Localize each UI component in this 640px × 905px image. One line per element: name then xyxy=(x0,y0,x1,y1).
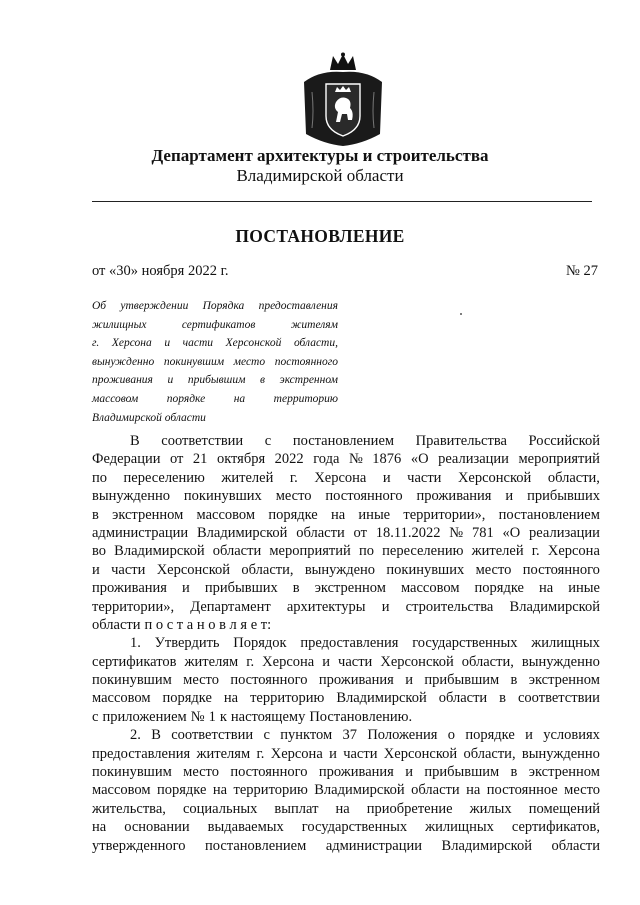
body-word: Владимирской xyxy=(336,690,427,707)
body-word: проживания xyxy=(318,764,394,781)
body-word: вынужденно xyxy=(521,745,600,762)
subject-word: сертификатов xyxy=(181,318,256,331)
body-word: настоящему xyxy=(230,708,306,725)
body-word: приобретение xyxy=(366,800,453,817)
body-word: и xyxy=(329,745,337,762)
body-word: и xyxy=(525,727,533,744)
body-word: Владимирской xyxy=(314,782,405,799)
body-word: на xyxy=(223,690,239,707)
body-line xyxy=(92,579,600,597)
body-word: Херсона xyxy=(314,469,367,486)
subject-word: области, xyxy=(293,337,338,350)
body-word: постоянного xyxy=(230,672,308,689)
body-word: прибывшим xyxy=(424,764,500,781)
body-word: части xyxy=(338,653,373,670)
body-line xyxy=(92,763,600,781)
body-word: и xyxy=(405,672,413,689)
body-word: Херсонской xyxy=(156,561,231,578)
body-word: 2022 xyxy=(274,451,304,468)
document-number: № 27 xyxy=(566,263,598,279)
body-word: Херсона xyxy=(262,653,315,670)
body-word: основании xyxy=(124,819,190,836)
body-line xyxy=(92,708,600,726)
body-line xyxy=(92,726,600,744)
body-word: 37 xyxy=(342,727,357,744)
body-word: части xyxy=(111,561,146,578)
body-word: порядке xyxy=(268,506,318,523)
body-word: прибывших xyxy=(527,488,600,505)
body-word: области xyxy=(438,690,488,707)
body-word: в xyxy=(92,506,99,523)
body-word: и xyxy=(405,764,413,781)
subject-word: на xyxy=(233,392,246,405)
body-word: жительства, xyxy=(92,800,166,817)
body-word: порядке xyxy=(474,580,524,597)
scan-speck xyxy=(460,313,462,315)
body-word: порядке xyxy=(156,782,207,799)
body-word: Федерации xyxy=(92,451,161,468)
subject-word: Херсонской xyxy=(225,337,282,350)
subject-word: место xyxy=(233,355,266,368)
body-line xyxy=(92,818,600,836)
body-word: от xyxy=(353,524,367,541)
body-word: место xyxy=(183,672,219,689)
body-word: вынуждено xyxy=(304,561,376,578)
body-word: во xyxy=(92,543,106,560)
body-word: проживания xyxy=(416,488,492,505)
body-word: государственных xyxy=(412,635,518,652)
subject-word: покинувшим xyxy=(163,355,225,368)
body-word: постоянное xyxy=(486,782,558,799)
document-type-title: ПОСТАНОВЛЕНИЕ xyxy=(235,226,405,246)
body-word: в xyxy=(292,580,300,597)
body-word: области xyxy=(92,616,141,633)
body-line xyxy=(92,524,600,542)
subject-word: порядке xyxy=(166,392,206,405)
body-word: Департамент xyxy=(190,598,271,615)
subject-word: предоставления xyxy=(258,300,338,312)
body-word: на xyxy=(539,580,554,597)
body-word: постоянного xyxy=(522,561,600,578)
body-word: Владимирской xyxy=(509,598,600,615)
subject-word: прибывшим xyxy=(187,374,246,387)
subject-line xyxy=(92,297,338,316)
body-word: 1876 xyxy=(372,451,402,468)
coat-of-arms-icon xyxy=(300,52,386,150)
body-word: соответствии xyxy=(161,433,244,449)
body-word: соответствии xyxy=(518,690,600,707)
body-line xyxy=(92,837,600,855)
body-word: прибывших xyxy=(204,580,278,597)
body-word: выплат xyxy=(274,800,319,817)
body-word: помещений xyxy=(528,800,600,817)
body-word: № xyxy=(449,524,464,541)
body-word: жилых xyxy=(469,800,512,817)
subject-word: Об xyxy=(92,300,107,312)
body-word: от xyxy=(170,451,184,468)
subject-word: жителям xyxy=(290,318,338,331)
body-word: постоянного xyxy=(230,764,308,781)
body-word: 1 xyxy=(208,708,216,725)
body-word: на xyxy=(466,782,481,799)
body-word: области xyxy=(212,543,262,560)
subject-word: Херсона xyxy=(111,337,152,350)
body-word: строительства xyxy=(405,598,494,615)
body-word: Владимирской xyxy=(114,543,205,560)
body-word: и xyxy=(382,469,391,486)
body-word: Херсонской xyxy=(380,653,454,670)
body-word: утвержденного xyxy=(92,837,186,854)
body-word: Утвердить xyxy=(154,635,220,652)
body-word: массовом xyxy=(92,782,151,799)
header-divider xyxy=(92,201,592,202)
body-word: порядке xyxy=(465,727,515,744)
subject-word: г. xyxy=(92,337,100,350)
body-line xyxy=(92,634,600,652)
body-word: Владимирской xyxy=(197,524,288,541)
subject-word: территорию xyxy=(273,392,338,405)
body-word: экстренном xyxy=(528,764,600,781)
body-word: с xyxy=(263,727,270,744)
body-line xyxy=(92,689,600,707)
body-word: территорию xyxy=(233,782,308,799)
body-word: экстренном xyxy=(314,580,386,597)
body-word: в xyxy=(510,672,518,689)
subject-line xyxy=(92,409,338,428)
body-word: социальных xyxy=(182,800,258,817)
body-line xyxy=(92,506,600,524)
body-word: Владимирской xyxy=(441,837,532,854)
body-word: на xyxy=(212,782,228,799)
body-word: администрации xyxy=(92,524,189,541)
body-word: постановлением xyxy=(292,433,395,449)
body-word: с xyxy=(92,708,99,725)
body-word: 2. xyxy=(130,727,141,744)
organization-name: Департамент архитектуры и строительства xyxy=(151,146,489,165)
document-subject xyxy=(92,297,338,427)
subject-line xyxy=(92,371,338,390)
body-word: мероприятий xyxy=(269,543,351,560)
body-line xyxy=(92,800,600,818)
body-word: и xyxy=(322,653,331,670)
body-word: области xyxy=(296,524,345,541)
body-word: на xyxy=(335,800,350,817)
subject-word: Владимирской области xyxy=(92,411,206,424)
body-line xyxy=(92,432,600,450)
body-line xyxy=(92,487,600,505)
organization-region: Владимирской области xyxy=(236,166,404,185)
body-line xyxy=(92,616,600,634)
body-word: 781 xyxy=(471,524,494,541)
subject-word: части xyxy=(182,337,214,350)
body-word: сертификатов, xyxy=(511,819,600,836)
body-line xyxy=(92,542,600,560)
body-word: покинувших xyxy=(183,488,262,505)
body-word: жителей xyxy=(221,469,274,486)
subject-line xyxy=(92,353,338,372)
body-word: территории», xyxy=(403,506,486,523)
body-word: 1. xyxy=(130,635,141,652)
body-word: № xyxy=(348,451,363,468)
body-word: проживания xyxy=(92,580,167,597)
body-word: выдаваемых xyxy=(207,819,284,836)
body-word: переселению xyxy=(382,543,464,560)
body-word: области, xyxy=(461,653,514,670)
document-body xyxy=(92,432,600,855)
body-word: соответствии xyxy=(171,727,254,744)
body-word: вынужденно xyxy=(92,488,171,505)
body-word: территории», xyxy=(92,598,175,615)
body-word: п о с т а н о в л я е т: xyxy=(144,616,272,633)
body-word: жителей xyxy=(471,543,524,560)
body-line xyxy=(92,469,600,487)
body-word: экстренном xyxy=(528,672,600,689)
body-word: мероприятий xyxy=(518,451,600,468)
body-word: покинувшим xyxy=(92,672,172,689)
subject-word: вынужденно xyxy=(92,355,155,368)
subject-word: массовом xyxy=(92,392,139,405)
body-word: постановлением xyxy=(205,837,307,854)
body-line xyxy=(92,781,600,799)
body-word: Положения xyxy=(367,727,438,744)
body-word: В xyxy=(130,433,140,449)
subject-word: Порядка xyxy=(202,300,245,312)
subject-word: проживания xyxy=(92,374,153,387)
body-word: сертификатов xyxy=(92,653,177,670)
body-line xyxy=(92,671,600,689)
subject-word: утверждении xyxy=(120,300,189,312)
subject-word: экстренном xyxy=(279,374,338,387)
body-word: администрации xyxy=(325,837,422,854)
body-word: покинувшим xyxy=(92,764,172,781)
body-line xyxy=(92,653,600,671)
body-word: государственных xyxy=(301,819,408,836)
body-word: г. xyxy=(256,745,265,762)
body-word: Российской xyxy=(528,433,600,449)
body-word: реализации xyxy=(438,451,509,468)
body-word: Херсонской xyxy=(383,745,458,762)
body-word: постоянного xyxy=(325,488,403,505)
body-word: предоставления xyxy=(92,745,191,762)
body-word: массовом xyxy=(92,690,151,707)
body-word: и xyxy=(505,488,514,505)
body-word: Херсонской xyxy=(457,469,532,486)
body-word: жителям xyxy=(184,653,239,670)
body-word: жилищных xyxy=(425,819,494,836)
body-word: «О xyxy=(410,451,429,468)
body-word: проживания xyxy=(318,672,394,689)
subject-word: и xyxy=(164,337,171,350)
body-word: реализации xyxy=(529,524,600,541)
subject-line xyxy=(92,334,338,353)
body-word: части xyxy=(343,745,378,762)
subject-line xyxy=(92,316,338,335)
body-word: октября xyxy=(216,451,266,468)
body-word: по xyxy=(92,469,108,486)
body-word: в xyxy=(499,690,507,707)
body-word: г. xyxy=(246,653,255,670)
body-word: на xyxy=(92,819,107,836)
body-word: иные xyxy=(568,580,600,597)
body-word: и xyxy=(92,561,100,578)
body-word: Херсона xyxy=(547,543,600,560)
body-word: Порядок xyxy=(233,635,287,652)
subject-line xyxy=(92,390,338,409)
body-word: по xyxy=(358,543,374,560)
body-word: № xyxy=(190,708,205,725)
body-word: г. xyxy=(531,543,540,560)
body-word: жителям xyxy=(196,745,251,762)
body-word: иные xyxy=(358,506,391,523)
body-word: на xyxy=(330,506,346,523)
body-word: условиях xyxy=(543,727,600,744)
body-word: части xyxy=(407,469,442,486)
body-word: жилищных xyxy=(531,635,600,652)
body-word: г. xyxy=(289,469,298,486)
body-word: экстренном xyxy=(112,506,184,523)
body-word: приложением xyxy=(102,708,187,725)
subject-word: и xyxy=(167,374,174,387)
body-word: области, xyxy=(463,745,516,762)
body-word: 18.11.2022 xyxy=(375,524,441,541)
body-line xyxy=(92,561,600,579)
body-word: переселению xyxy=(123,469,205,486)
body-word: прибывшим xyxy=(424,672,500,689)
body-word: массовом xyxy=(196,506,256,523)
body-word: области xyxy=(551,837,600,854)
body-word: области xyxy=(411,782,460,799)
document-date: от «30» ноября 2022 г. xyxy=(92,263,229,279)
body-word: Постановлению. xyxy=(309,708,413,725)
body-word: вынужденно xyxy=(521,653,600,670)
body-line xyxy=(92,745,600,763)
subject-word: в xyxy=(260,374,266,387)
body-line xyxy=(92,450,600,468)
body-word: место xyxy=(183,764,219,781)
body-word: место xyxy=(564,782,600,799)
body-word: территорию xyxy=(250,690,325,707)
body-word: предоставления xyxy=(300,635,399,652)
body-word: постановлением xyxy=(498,506,600,523)
body-word: о xyxy=(447,727,455,744)
body-word: пунктом xyxy=(280,727,333,744)
body-word: порядке xyxy=(162,690,212,707)
body-line xyxy=(92,598,600,616)
body-word: в xyxy=(510,764,518,781)
body-word: место xyxy=(275,488,312,505)
body-word: Херсона xyxy=(270,745,323,762)
body-word: архитектуры xyxy=(286,598,366,615)
body-word: и xyxy=(182,580,190,597)
body-word: покинувших xyxy=(386,561,465,578)
body-word: области, xyxy=(241,561,294,578)
body-word: к xyxy=(219,708,227,725)
body-word: и xyxy=(381,598,390,615)
body-word: место xyxy=(475,561,512,578)
body-word: с xyxy=(264,433,272,449)
body-word: Правительства xyxy=(415,433,507,449)
subject-word: постоянного xyxy=(274,355,338,368)
body-word: области, xyxy=(547,469,600,486)
body-word: 21 xyxy=(192,451,208,468)
subject-word: жилищных xyxy=(92,318,147,331)
body-word: массовом xyxy=(400,580,460,597)
body-word: «О xyxy=(502,524,521,541)
body-word: года xyxy=(313,451,340,468)
body-word: В xyxy=(151,727,161,744)
